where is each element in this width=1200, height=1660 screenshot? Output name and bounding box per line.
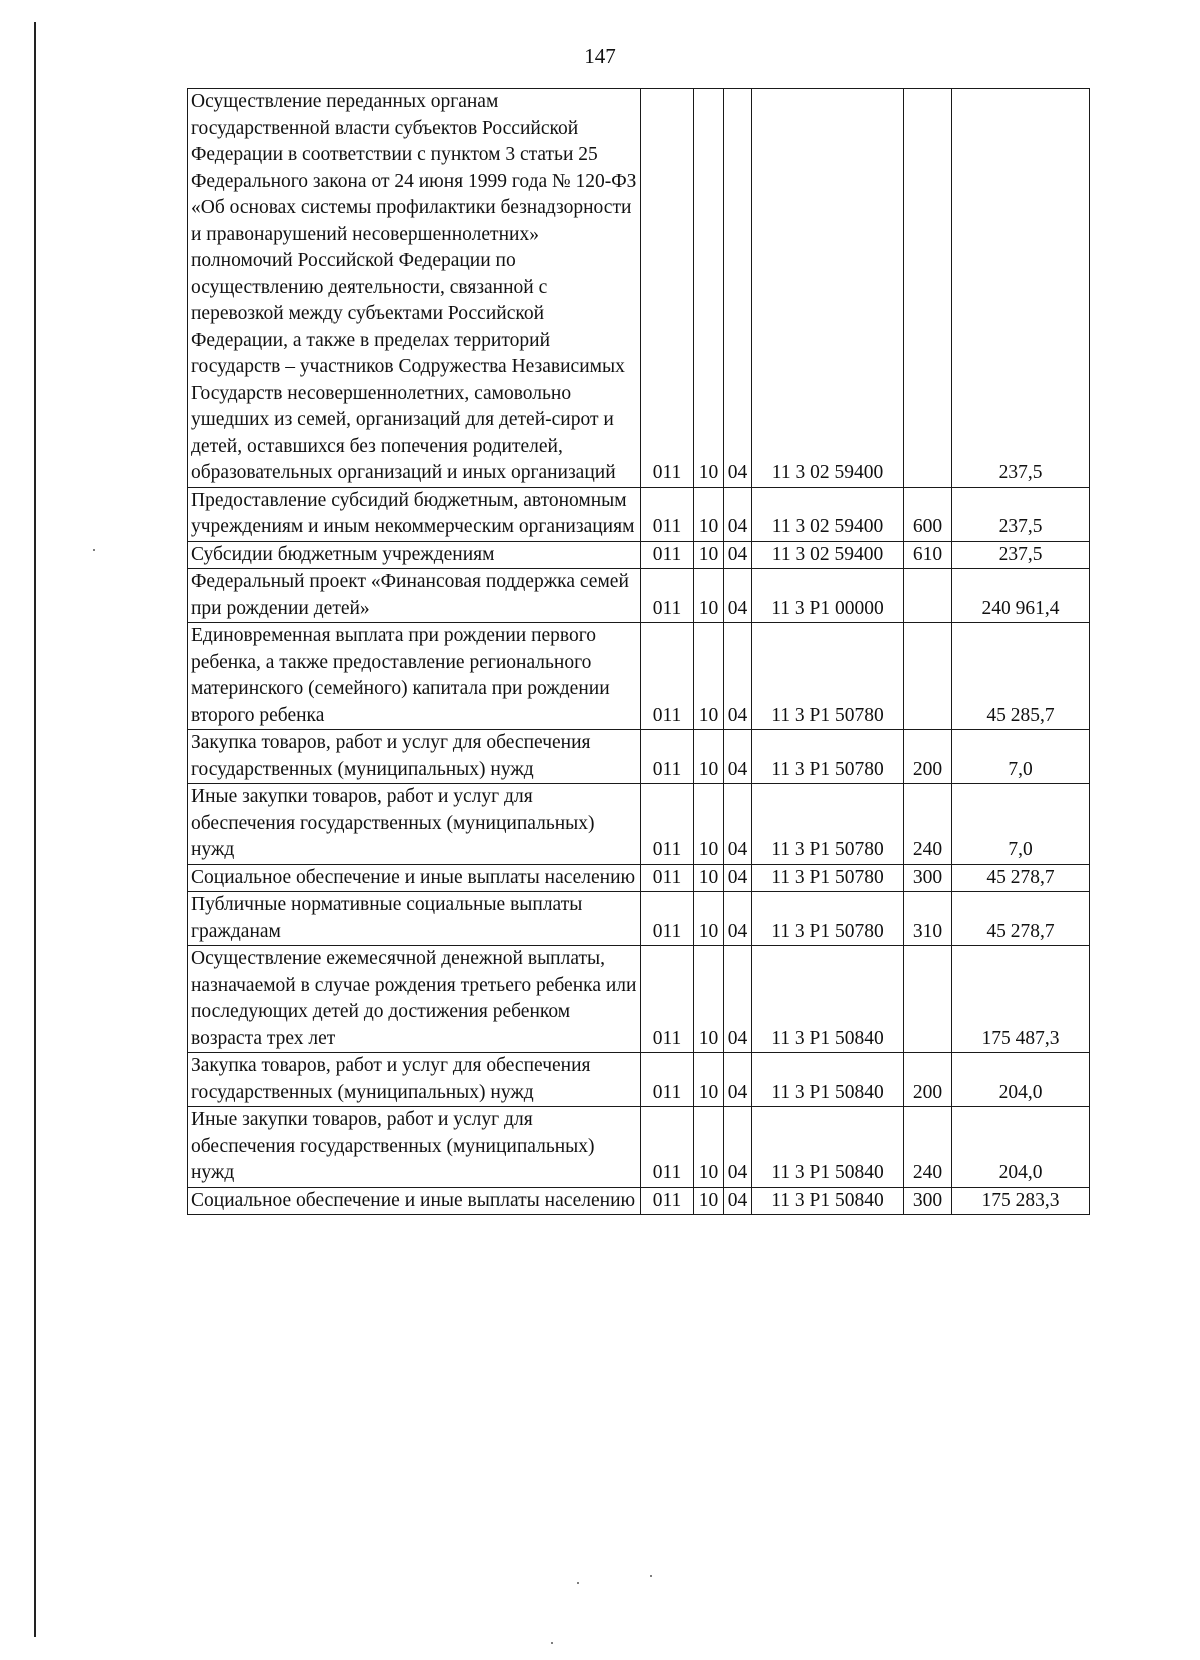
row-ministry-code: 011 <box>641 623 694 730</box>
row-target-article: 11 3 Р1 50780 <box>752 864 904 892</box>
scan-speck <box>551 1642 553 1644</box>
table-body <box>188 89 1090 1215</box>
row-expense-type <box>904 946 952 1053</box>
row-subsection-code: 04 <box>724 541 752 569</box>
row-ministry-code: 011 <box>641 487 694 541</box>
row-subsection-code: 04 <box>724 623 752 730</box>
row-ministry-code: 011 <box>641 569 694 623</box>
row-ministry-code: 011 <box>641 1187 694 1215</box>
row-name: Иные закупки товаров, работ и услуг для обеспечения государственных (муниципальных) нужд <box>188 1107 641 1188</box>
table-row <box>188 730 1090 784</box>
row-target-article: 11 3 Р1 50840 <box>752 1053 904 1107</box>
row-name: Осуществление ежемесячной денежной выплаты, назначаемой в случае рождения третьего ребенка или последующих детей до достижения ребенком возраста трех лет <box>188 946 641 1053</box>
row-section-code: 10 <box>694 784 724 865</box>
row-target-article: 11 3 Р1 50840 <box>752 946 904 1053</box>
row-amount: 45 285,7 <box>952 623 1090 730</box>
row-expense-type: 240 <box>904 784 952 865</box>
row-target-article: 11 3 Р1 50840 <box>752 1107 904 1188</box>
row-target-article: 11 3 Р1 50780 <box>752 892 904 946</box>
table-row <box>188 946 1090 1053</box>
row-name: Федеральный проект «Финансовая поддержка семей при рождении детей» <box>188 569 641 623</box>
budget-allocation-table <box>187 88 1090 1215</box>
row-ministry-code: 011 <box>641 89 694 488</box>
table-row <box>188 1107 1090 1188</box>
row-subsection-code: 04 <box>724 946 752 1053</box>
row-ministry-code: 011 <box>641 541 694 569</box>
table-row <box>188 89 1090 488</box>
table-row <box>188 864 1090 892</box>
row-amount: 45 278,7 <box>952 892 1090 946</box>
row-subsection-code: 04 <box>724 784 752 865</box>
row-subsection-code: 04 <box>724 1053 752 1107</box>
row-expense-type <box>904 623 952 730</box>
row-amount: 7,0 <box>952 784 1090 865</box>
row-name: Социальное обеспечение и иные выплаты населению <box>188 864 641 892</box>
row-section-code: 10 <box>694 623 724 730</box>
row-section-code: 10 <box>694 864 724 892</box>
table-row <box>188 569 1090 623</box>
page-number: 147 <box>584 44 616 68</box>
row-name: Социальное обеспечение и иные выплаты населению <box>188 1187 641 1215</box>
row-name: Осуществление переданных органам государственной власти субъектов Российской Федерации в соответствии с пунктом 3 статьи 25 Федерального закона от 24 июня 1999 года № 120-ФЗ «Об основах системы профилактики безнадзорности и правонарушений несовершеннолетних» полномочий Российской Федерации по осуществлению деятельности, связанной с перевозкой между субъектами Российской Федерации, а также в пределах территорий государств – участников Содружества Независимых Государств несовершеннолетних, самовольно ушедших из семей, организаций для детей-сирот и детей, оставшихся без попечения родителей, образовательных организаций и иных организаций <box>188 89 641 488</box>
row-target-article: 11 3 02 59400 <box>752 89 904 488</box>
row-expense-type: 300 <box>904 1187 952 1215</box>
table-row <box>188 487 1090 541</box>
row-amount: 237,5 <box>952 487 1090 541</box>
row-amount: 240 961,4 <box>952 569 1090 623</box>
table-row <box>188 623 1090 730</box>
row-amount: 45 278,7 <box>952 864 1090 892</box>
row-amount: 237,5 <box>952 89 1090 488</box>
row-subsection-code: 04 <box>724 864 752 892</box>
row-expense-type: 240 <box>904 1107 952 1188</box>
row-target-article: 11 3 Р1 50840 <box>752 1187 904 1215</box>
row-expense-type <box>904 569 952 623</box>
row-target-article: 11 3 Р1 50780 <box>752 784 904 865</box>
row-subsection-code: 04 <box>724 487 752 541</box>
row-subsection-code: 04 <box>724 892 752 946</box>
scan-speck <box>577 1582 579 1584</box>
row-subsection-code: 04 <box>724 1187 752 1215</box>
row-amount: 204,0 <box>952 1053 1090 1107</box>
row-target-article: 11 3 Р1 50780 <box>752 730 904 784</box>
row-expense-type: 200 <box>904 1053 952 1107</box>
row-name: Закупка товаров, работ и услуг для обеспечения государственных (муниципальных) нужд <box>188 1053 641 1107</box>
table-row <box>188 784 1090 865</box>
row-target-article: 11 3 Р1 00000 <box>752 569 904 623</box>
row-section-code: 10 <box>694 1053 724 1107</box>
row-target-article: 11 3 Р1 50780 <box>752 623 904 730</box>
row-subsection-code: 04 <box>724 1107 752 1188</box>
row-target-article: 11 3 02 59400 <box>752 487 904 541</box>
scan-binding-edge <box>34 22 36 1637</box>
row-expense-type: 200 <box>904 730 952 784</box>
row-section-code: 10 <box>694 892 724 946</box>
row-expense-type: 600 <box>904 487 952 541</box>
row-name: Единовременная выплата при рождении первого ребенка, а также предоставление регионального материнского (семейного) капитала при рождении второго ребенка <box>188 623 641 730</box>
row-section-code: 10 <box>694 946 724 1053</box>
row-expense-type <box>904 89 952 488</box>
row-section-code: 10 <box>694 730 724 784</box>
table-row <box>188 1053 1090 1107</box>
scan-speck <box>93 549 95 551</box>
row-subsection-code: 04 <box>724 730 752 784</box>
row-ministry-code: 011 <box>641 864 694 892</box>
row-section-code: 10 <box>694 541 724 569</box>
table-row <box>188 892 1090 946</box>
row-subsection-code: 04 <box>724 89 752 488</box>
row-amount: 237,5 <box>952 541 1090 569</box>
row-ministry-code: 011 <box>641 1107 694 1188</box>
row-ministry-code: 011 <box>641 892 694 946</box>
row-amount: 175 283,3 <box>952 1187 1090 1215</box>
row-ministry-code: 011 <box>641 784 694 865</box>
row-name: Субсидии бюджетным учреждениям <box>188 541 641 569</box>
row-section-code: 10 <box>694 89 724 488</box>
row-name: Закупка товаров, работ и услуг для обеспечения государственных (муниципальных) нужд <box>188 730 641 784</box>
row-name: Публичные нормативные социальные выплаты гражданам <box>188 892 641 946</box>
row-ministry-code: 011 <box>641 730 694 784</box>
row-section-code: 10 <box>694 569 724 623</box>
row-section-code: 10 <box>694 1187 724 1215</box>
row-expense-type: 610 <box>904 541 952 569</box>
row-ministry-code: 011 <box>641 946 694 1053</box>
row-target-article: 11 3 02 59400 <box>752 541 904 569</box>
row-amount: 204,0 <box>952 1107 1090 1188</box>
row-amount: 175 487,3 <box>952 946 1090 1053</box>
row-subsection-code: 04 <box>724 569 752 623</box>
table-row <box>188 1187 1090 1215</box>
row-amount: 7,0 <box>952 730 1090 784</box>
row-name: Предоставление субсидий бюджетным, автономным учреждениям и иным некоммерческим организациям <box>188 487 641 541</box>
row-section-code: 10 <box>694 1107 724 1188</box>
row-expense-type: 300 <box>904 864 952 892</box>
table-row <box>188 541 1090 569</box>
row-ministry-code: 011 <box>641 1053 694 1107</box>
row-expense-type: 310 <box>904 892 952 946</box>
row-section-code: 10 <box>694 487 724 541</box>
scan-speck <box>650 1575 652 1577</box>
row-name: Иные закупки товаров, работ и услуг для обеспечения государственных (муниципальных) нужд <box>188 784 641 865</box>
